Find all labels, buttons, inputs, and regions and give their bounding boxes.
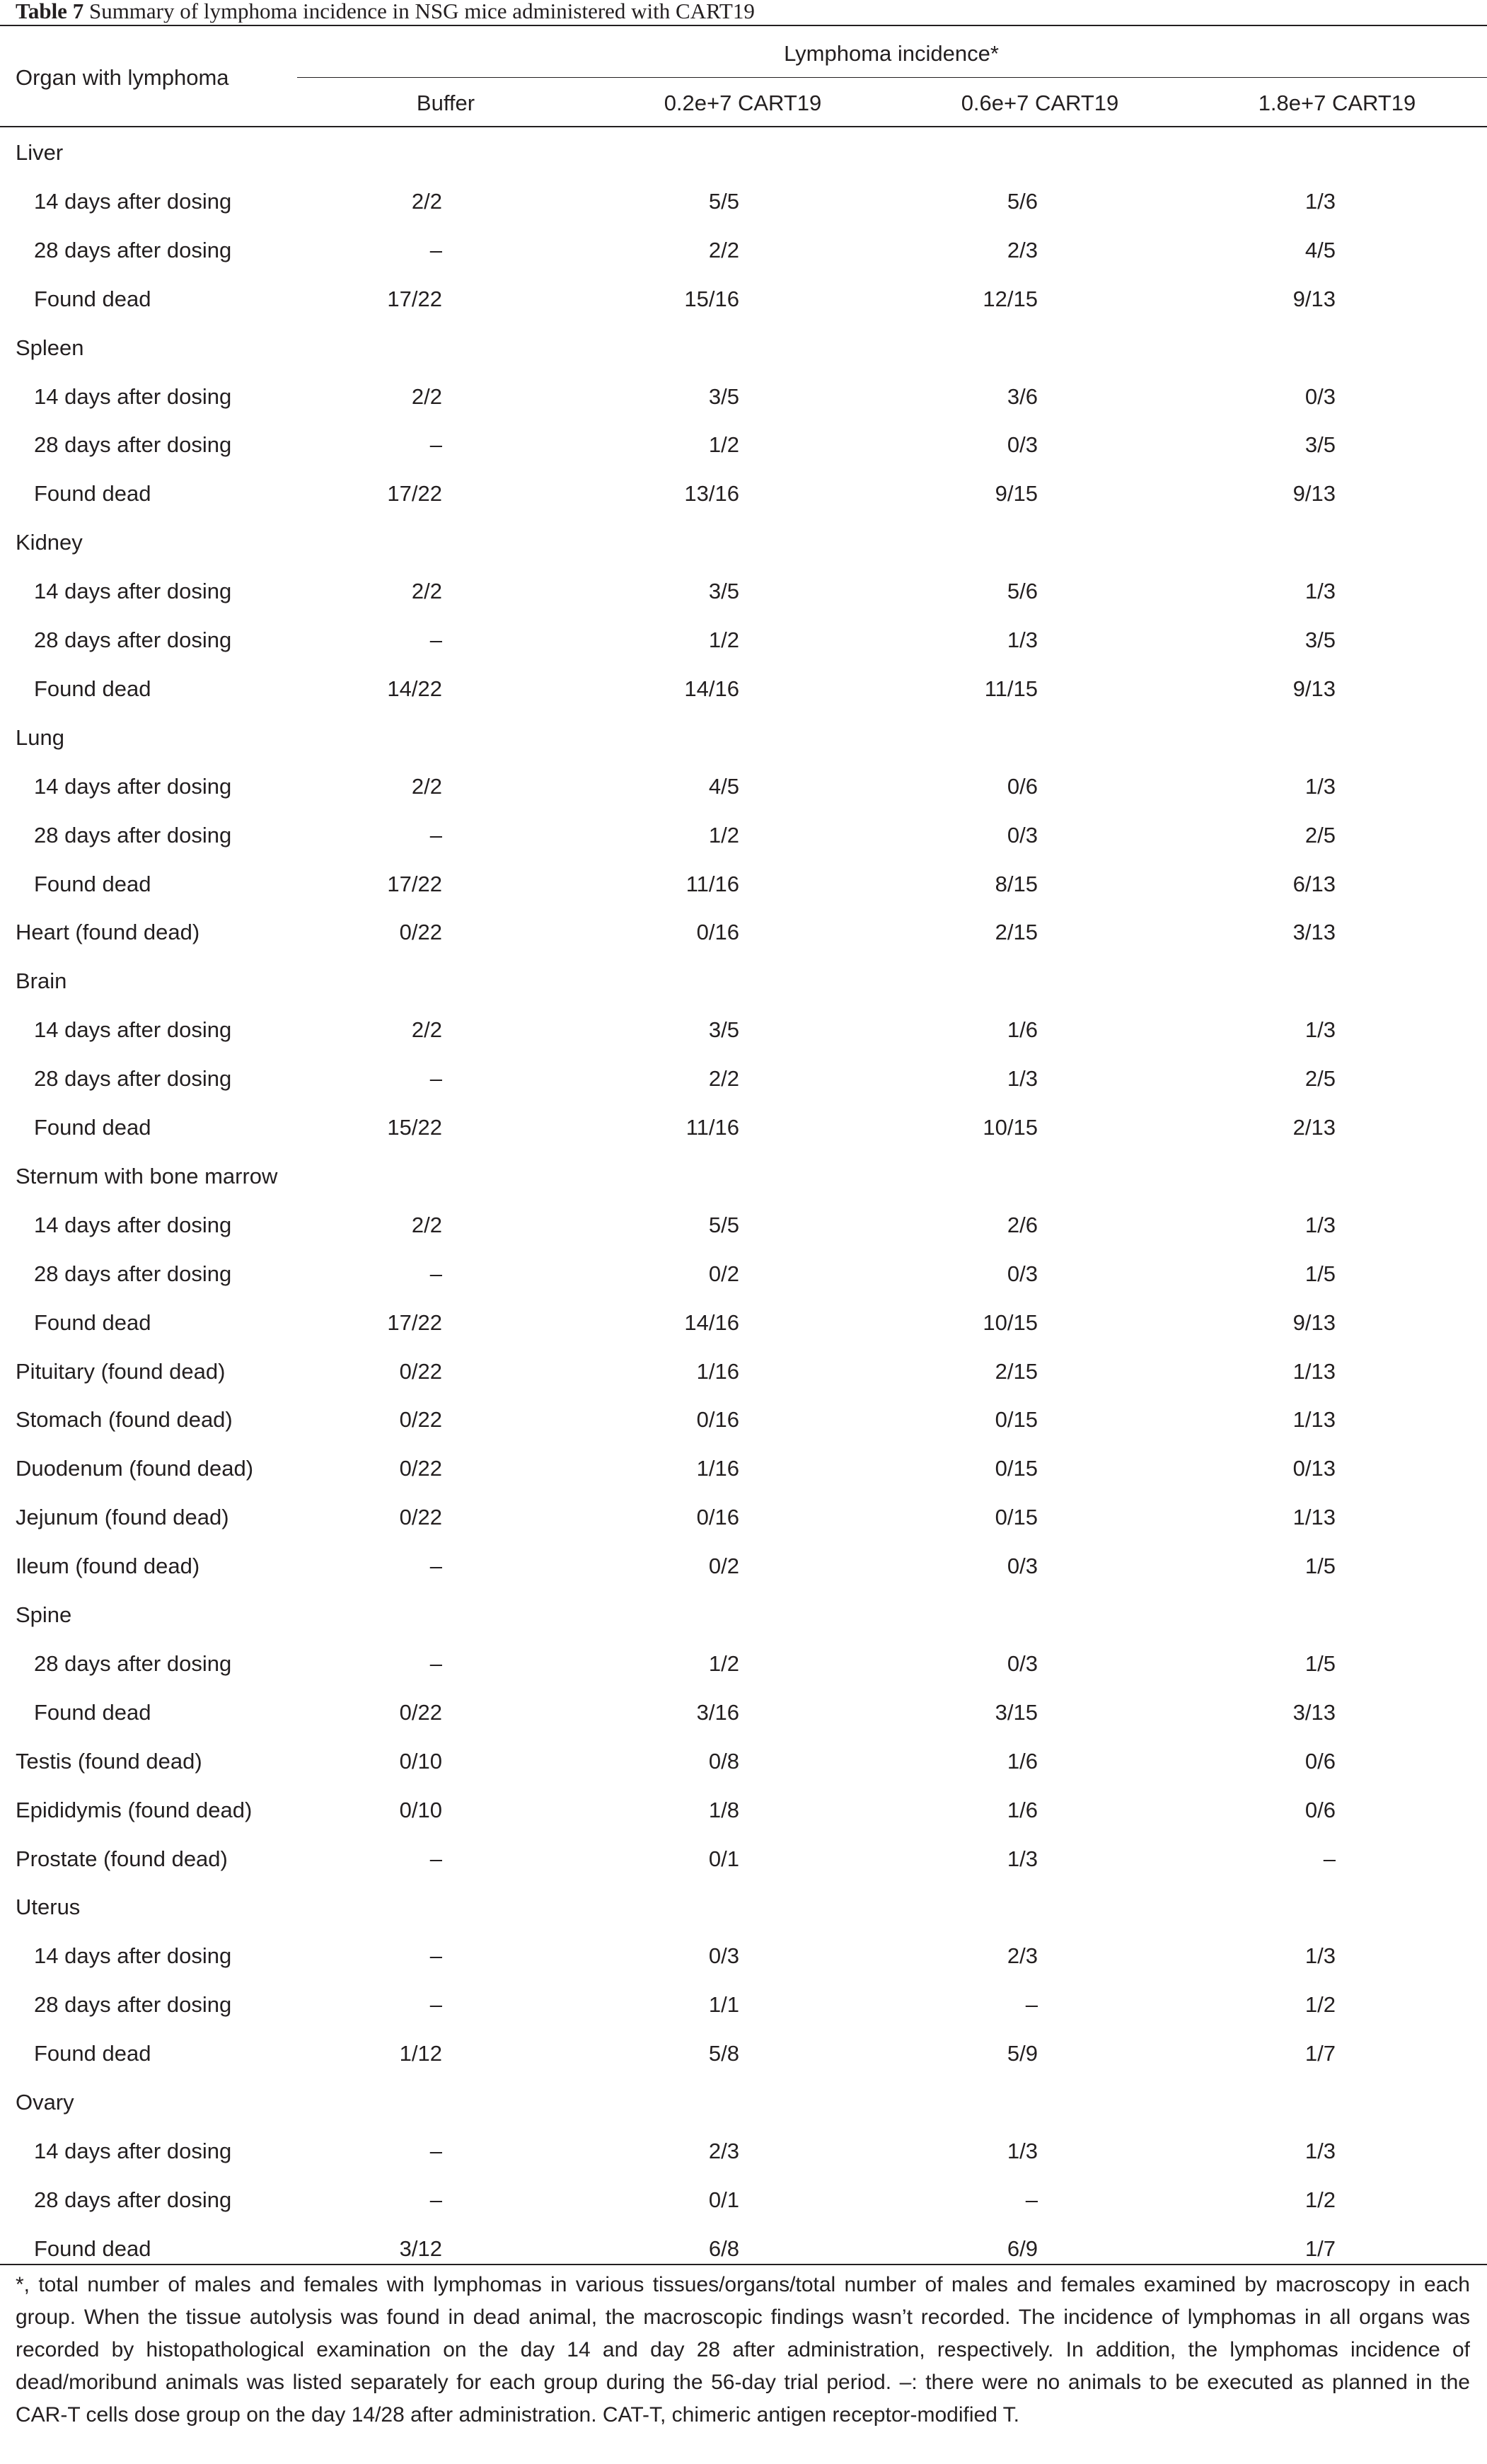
cell-buffer: – <box>429 1992 442 2017</box>
row-label: Heart (found dead) <box>16 920 200 944</box>
cell-dose-low: 11/16 <box>685 1115 739 1140</box>
cell-dose-low: 2/2 <box>708 238 739 262</box>
cell-dose-low: 1/2 <box>708 627 739 652</box>
cell-dose-low: 0/16 <box>696 920 739 944</box>
cell-dose-low: 3/5 <box>708 1017 739 1042</box>
cell-buffer: 14/22 <box>387 676 442 701</box>
cell-dose-low: 1/16 <box>696 1456 739 1481</box>
row-label: Found dead <box>34 1700 151 1725</box>
cell-dose-mid: 0/3 <box>1007 1261 1038 1286</box>
cell-dose-mid: 0/15 <box>995 1456 1038 1481</box>
cell-dose-mid: 2/3 <box>1007 238 1038 262</box>
row-label: 14 days after dosing <box>34 774 232 799</box>
cell-dose-low: 3/16 <box>696 1700 739 1725</box>
cell-buffer: – <box>429 2187 442 2212</box>
cell-dose-low: 3/5 <box>708 384 739 409</box>
row-label: 14 days after dosing <box>34 1943 232 1968</box>
cell-dose-high: 1/3 <box>1304 1943 1336 1968</box>
row-label: Found dead <box>34 676 151 701</box>
cell-buffer: 0/22 <box>399 1456 442 1481</box>
row-label: 14 days after dosing <box>34 579 232 603</box>
cell-dose-low: 1/8 <box>708 1798 739 1822</box>
cell-dose-low: 14/16 <box>684 676 739 701</box>
cell-dose-low: 0/3 <box>708 1943 739 1968</box>
cell-dose-mid: 1/6 <box>1007 1798 1038 1822</box>
cell-dose-low: 0/16 <box>696 1407 739 1432</box>
cell-dose-mid: 0/3 <box>1007 1554 1038 1578</box>
col-header-dose-low: 0.2e+7 CART19 <box>664 91 822 115</box>
row-label: Prostate (found dead) <box>16 1846 228 1871</box>
cell-dose-mid: 0/15 <box>995 1407 1038 1432</box>
col-header-buffer: Buffer <box>416 91 475 115</box>
cell-buffer: – <box>429 627 442 652</box>
row-label: 14 days after dosing <box>34 384 232 409</box>
cell-dose-low: 0/8 <box>708 1749 739 1774</box>
row-label: Brain <box>16 968 67 993</box>
cell-dose-low: 5/5 <box>708 1213 739 1237</box>
cell-dose-mid: 1/3 <box>1007 1066 1038 1091</box>
cell-dose-mid: – <box>1025 1992 1038 2017</box>
cell-buffer: 0/22 <box>399 1359 442 1384</box>
cell-dose-high: 3/13 <box>1292 920 1336 944</box>
cell-dose-mid: 0/3 <box>1007 823 1038 848</box>
cell-dose-mid: 5/6 <box>1007 189 1038 214</box>
cell-dose-mid: 2/15 <box>995 920 1038 944</box>
row-label: 14 days after dosing <box>34 1017 232 1042</box>
row-label: 28 days after dosing <box>34 2187 232 2212</box>
row-label: Found dead <box>34 2041 151 2066</box>
cell-buffer: – <box>429 1846 442 1871</box>
cell-buffer: 0/22 <box>399 1505 442 1529</box>
row-label: 14 days after dosing <box>34 1213 232 1237</box>
table-label: Table 7 <box>16 0 84 23</box>
row-label: Uterus <box>16 1895 81 1919</box>
row-label: Found dead <box>34 1115 151 1140</box>
cell-dose-low: 14/16 <box>684 1310 739 1335</box>
cell-dose-high: 1/3 <box>1304 1213 1336 1237</box>
cell-dose-high: 1/5 <box>1304 1261 1336 1286</box>
cell-buffer: 17/22 <box>387 287 442 311</box>
cell-dose-mid: 11/15 <box>984 676 1038 701</box>
cell-dose-high: 0/6 <box>1304 1749 1336 1774</box>
cell-buffer: – <box>429 1554 442 1578</box>
cell-dose-high: 9/13 <box>1292 676 1336 701</box>
cell-dose-low: 1/1 <box>708 1992 739 2017</box>
row-label: 28 days after dosing <box>34 238 232 262</box>
cell-buffer: – <box>429 1943 442 1968</box>
cell-dose-high: 0/13 <box>1292 1456 1336 1481</box>
cell-dose-high: 2/5 <box>1304 823 1336 848</box>
cell-dose-low: 0/2 <box>708 1554 739 1578</box>
row-label: 28 days after dosing <box>34 627 232 652</box>
cell-buffer: 2/2 <box>411 1213 442 1237</box>
cell-dose-low: 2/3 <box>708 2139 739 2163</box>
cell-buffer: 2/2 <box>411 579 442 603</box>
cell-dose-low: 1/2 <box>708 1651 739 1676</box>
cell-dose-mid: 10/15 <box>983 1115 1038 1140</box>
cell-dose-high: 0/3 <box>1304 384 1336 409</box>
table-caption <box>16 0 1473 23</box>
cell-dose-high: 1/3 <box>1304 774 1336 799</box>
cell-dose-low: 1/2 <box>708 823 739 848</box>
cell-dose-high: 1/7 <box>1304 2041 1336 2066</box>
cell-buffer: 2/2 <box>411 189 442 214</box>
row-header: Organ with lymphoma <box>16 65 229 90</box>
row-label: Ileum (found dead) <box>16 1554 200 1578</box>
cell-dose-mid: 8/15 <box>995 872 1038 896</box>
cell-dose-low: 2/2 <box>708 1066 739 1091</box>
table-footnote: *, total number of males and females with lymphomas in various tissues/organs/total number of males and females examined by macroscopy in each group. When the tissue autolysis was found in dead animal, the macroscopic findings wasn’t recorded. The incidence of lymphomas in all organs was recorded by histopathological examination on the day 14 and day 28 after administration, respectively. In addition, the lymphomas incidence of dead/moribund animals was listed separately for each group during the 56-day trial period. –: there were no animals to be executed as planned in the CAR-T cells dose group on the day 14/28 after administration. CAT-T, chimeric antigen receptor-modified T. <box>16 2273 1470 2427</box>
row-label: 28 days after dosing <box>34 1992 232 2017</box>
cell-dose-high: 4/5 <box>1304 238 1336 262</box>
cell-dose-mid: 6/9 <box>1007 2236 1038 2261</box>
cell-dose-high: 1/13 <box>1292 1505 1336 1529</box>
cell-dose-high: 1/2 <box>1304 2187 1336 2212</box>
cell-dose-mid: 2/3 <box>1007 1943 1038 1968</box>
cell-dose-high: 3/13 <box>1292 1700 1336 1725</box>
cell-buffer: 0/22 <box>399 920 442 944</box>
row-label: 28 days after dosing <box>34 432 232 457</box>
cell-dose-mid: 1/3 <box>1007 2139 1038 2163</box>
cell-dose-mid: 1/6 <box>1007 1017 1038 1042</box>
cell-dose-mid: 0/3 <box>1007 432 1038 457</box>
cell-buffer: – <box>429 432 442 457</box>
cell-dose-high: 9/13 <box>1292 287 1336 311</box>
cell-buffer: 3/12 <box>399 2236 442 2261</box>
cell-dose-mid: 3/6 <box>1007 384 1038 409</box>
cell-dose-high: 0/6 <box>1304 1798 1336 1822</box>
cell-buffer: 15/22 <box>387 1115 442 1140</box>
cell-buffer: 17/22 <box>387 1310 442 1335</box>
group-rule <box>297 77 1487 78</box>
cell-dose-low: 0/16 <box>696 1505 739 1529</box>
group-header: Lymphoma incidence* <box>784 41 999 66</box>
cell-dose-low: 0/2 <box>708 1261 739 1286</box>
cell-dose-mid: 0/3 <box>1007 1651 1038 1676</box>
row-label: Spleen <box>16 335 84 360</box>
row-label: Spine <box>16 1602 72 1627</box>
cell-dose-high: 1/2 <box>1304 1992 1336 2017</box>
row-label: 28 days after dosing <box>34 1066 232 1091</box>
cell-dose-low: 5/5 <box>708 189 739 214</box>
cell-dose-low: 4/5 <box>708 774 739 799</box>
row-label: Ovary <box>16 2090 74 2115</box>
row-label: Lung <box>16 725 64 750</box>
cell-buffer: 2/2 <box>411 1017 442 1042</box>
cell-dose-high: – <box>1323 1846 1336 1871</box>
row-label: Liver <box>16 140 64 165</box>
row-label: Found dead <box>34 287 151 311</box>
cell-dose-high: 2/5 <box>1304 1066 1336 1091</box>
row-label: Stomach (found dead) <box>16 1407 233 1432</box>
cell-dose-high: 1/5 <box>1304 1554 1336 1578</box>
bottom-rule <box>0 2264 1487 2265</box>
cell-dose-low: 11/16 <box>685 872 739 896</box>
cell-dose-low: 0/1 <box>708 1846 739 1871</box>
top-rule <box>0 25 1487 26</box>
cell-buffer: – <box>429 1651 442 1676</box>
cell-dose-mid: 12/15 <box>983 287 1038 311</box>
cell-dose-high: 9/13 <box>1292 1310 1336 1335</box>
cell-dose-high: 1/3 <box>1304 189 1336 214</box>
cell-dose-low: 0/1 <box>708 2187 739 2212</box>
row-label: Jejunum (found dead) <box>16 1505 229 1529</box>
cell-dose-mid: – <box>1025 2187 1038 2212</box>
cell-dose-high: 6/13 <box>1292 872 1336 896</box>
cell-dose-high: 1/13 <box>1292 1407 1336 1432</box>
cell-dose-high: 1/3 <box>1304 2139 1336 2163</box>
cell-dose-mid: 10/15 <box>983 1310 1038 1335</box>
row-label: 28 days after dosing <box>34 1261 232 1286</box>
cell-buffer: 17/22 <box>387 481 442 506</box>
row-label: Found dead <box>34 481 151 506</box>
cell-dose-low: 1/2 <box>708 432 739 457</box>
cell-buffer: 0/22 <box>399 1407 442 1432</box>
row-label: 14 days after dosing <box>34 2139 232 2163</box>
cell-dose-mid: 2/15 <box>995 1359 1038 1384</box>
cell-dose-mid: 1/3 <box>1007 627 1038 652</box>
cell-dose-low: 5/8 <box>708 2041 739 2066</box>
cell-buffer: – <box>429 238 442 262</box>
cell-dose-mid: 5/9 <box>1007 2041 1038 2066</box>
cell-buffer: 0/10 <box>399 1798 442 1822</box>
row-label: Found dead <box>34 1310 151 1335</box>
col-header-dose-high: 1.8e+7 CART19 <box>1258 91 1416 115</box>
cell-buffer: 1/12 <box>399 2041 442 2066</box>
cell-dose-low: 3/5 <box>708 579 739 603</box>
cell-dose-mid: 9/15 <box>995 481 1038 506</box>
cell-buffer: – <box>429 1261 442 1286</box>
row-label: 28 days after dosing <box>34 823 232 848</box>
cell-dose-mid: 1/3 <box>1007 1846 1038 1871</box>
row-label: Epididymis (found dead) <box>16 1798 253 1822</box>
cell-dose-high: 1/7 <box>1304 2236 1336 2261</box>
table-title: Summary of lymphoma incidence in NSG mice administered with CART19 <box>88 0 755 23</box>
cell-buffer: 17/22 <box>387 872 442 896</box>
row-label: Found dead <box>34 872 151 896</box>
cell-buffer: 0/10 <box>399 1749 442 1774</box>
cell-dose-high: 1/13 <box>1292 1359 1336 1384</box>
row-label: Duodenum (found dead) <box>16 1456 254 1481</box>
cell-buffer: – <box>429 2139 442 2163</box>
cell-buffer: – <box>429 823 442 848</box>
cell-dose-high: 2/13 <box>1292 1115 1336 1140</box>
cell-buffer: 2/2 <box>411 384 442 409</box>
col-header-dose-mid: 0.6e+7 CART19 <box>961 91 1119 115</box>
cell-dose-low: 13/16 <box>684 481 739 506</box>
cell-dose-high: 1/3 <box>1304 1017 1336 1042</box>
cell-dose-high: 3/5 <box>1304 627 1336 652</box>
cell-dose-high: 9/13 <box>1292 481 1336 506</box>
cell-buffer: 2/2 <box>411 774 442 799</box>
cell-dose-low: 6/8 <box>708 2236 739 2261</box>
cell-dose-mid: 5/6 <box>1007 579 1038 603</box>
row-label: Pituitary (found dead) <box>16 1359 226 1384</box>
row-label: Sternum with bone marrow <box>16 1164 278 1188</box>
cell-buffer: – <box>429 1066 442 1091</box>
cell-dose-low: 15/16 <box>684 287 739 311</box>
row-label: 14 days after dosing <box>34 189 232 214</box>
cell-dose-mid: 2/6 <box>1007 1213 1038 1237</box>
cell-dose-mid: 0/6 <box>1007 774 1038 799</box>
header-rule <box>0 126 1487 127</box>
cell-dose-high: 1/5 <box>1304 1651 1336 1676</box>
cell-buffer: 0/22 <box>399 1700 442 1725</box>
cell-dose-mid: 3/15 <box>995 1700 1038 1725</box>
cell-dose-high: 3/5 <box>1304 432 1336 457</box>
cell-dose-mid: 0/15 <box>995 1505 1038 1529</box>
row-label: Found dead <box>34 2236 151 2261</box>
row-label: Testis (found dead) <box>16 1749 202 1774</box>
row-label: Kidney <box>16 530 83 555</box>
cell-dose-high: 1/3 <box>1304 579 1336 603</box>
cell-dose-low: 1/16 <box>696 1359 739 1384</box>
row-label: 28 days after dosing <box>34 1651 232 1676</box>
cell-dose-mid: 1/6 <box>1007 1749 1038 1774</box>
